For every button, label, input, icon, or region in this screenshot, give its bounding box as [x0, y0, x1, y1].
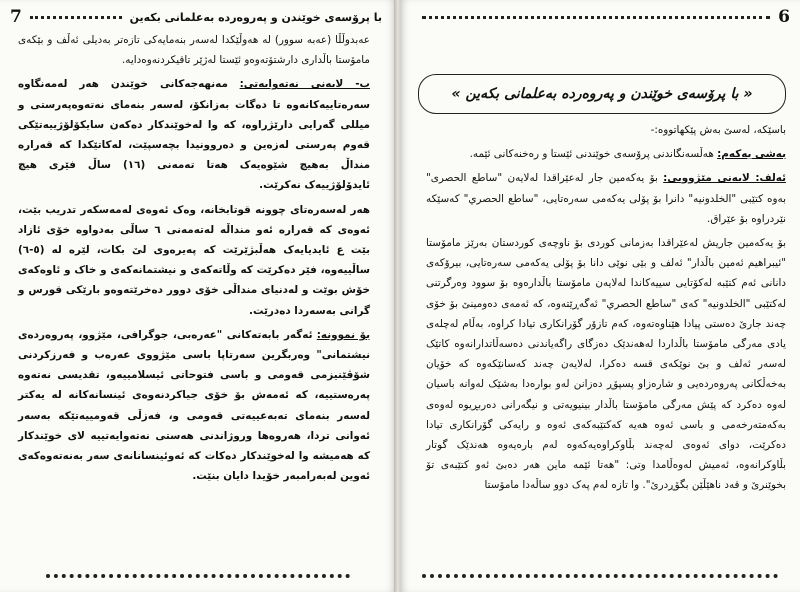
- paragraph: [426, 233, 786, 496]
- paragraph-text: بۆ یەکەمین جار لەعێراقدا لەلایەن "ساطع الحصری" بەوە کتێبی "الخلدونیە" دانرا بۆ پۆلی یەکەمی سەرەتایی، "ساطع الحصري" کەسێکە نێردراوە بۆ عێراق.: [426, 172, 786, 225]
- page-number: 6: [778, 7, 790, 27]
- paragraph: [426, 144, 786, 164]
- paragraph-text: مەنهەجەکانی خوێندن هەر لەمەنگاوە سەرەتاییەکانەوە تا دەگات بەزانکۆ، لەسەر بنەمای نەتەوەپەرستی و میللی گەرایی دارێژراوە، کە وا لەخوێندکار دەکەن سایکۆلۆژییەتێکی قەوم پەرستی لەزەین و دەروونیدا بچەسپێت، لەکاتێکدا کە قەرارە منداڵ بەهیچ شێوەیەک هەتا تەمەنی (١٦) ساڵ فێری هیچ ئایدۆلۆژییەک نەکرێت.: [18, 78, 371, 192]
- paragraph: [18, 30, 370, 70]
- paragraph-label: بەشی یەکەم:: [717, 148, 786, 161]
- running-title: با پرۆسەی خوێندن و پەروەردە بەعلمانی بکەین: [129, 10, 382, 24]
- right-page-header: [414, 6, 790, 28]
- right-page: [400, 0, 800, 592]
- page-number: 7: [10, 7, 22, 27]
- paragraph-text: ئەگەر بابەتەکانی "عەرەبی، جوگرافی، مێژوو، پەروەردەی نیشتمانی" وەربگرین سەرتاپا باسی مێژووی عەرەب و فەرزکردنی شۆڤێنیزمی قەومی و باسی فتوحاتی ئیسلامییەو، تقدیسی نەتەوە پەرەستییە، کە ئەمەش بۆ خۆی جیاکردنەوەی ئینسانەکانە لە یەکتر لەسەر بنەمای تەبەعییەتی قەومی و، فەزڵی قەومییەتێکە بەسەر ئەوانی تردا، هەروەها وروژاندنی هەستی نەتەوایەتییە لای خوێندکار کە هەمیشە وا لەخوێندکار دەکات کە ئەوئینسانانەی سەر بەنەتەوەکەی ئەوین لەبەرامبەر خۆیدا دایان بنێت.: [18, 328, 370, 483]
- paragraph-label: ئەلف: لایەنی مێژوویی:: [663, 172, 786, 185]
- paragraph-label: بۆ نموونە:: [316, 328, 370, 341]
- header-dotted-rule: [30, 16, 122, 19]
- paragraph-text: عەبدوڵڵا (عەبە سوور) لە هەوڵێکدا لەسەر بنەمایەکی تازەتر بەدیلی ئەڵف و بێکەی مامۆستا باڵداری دارشتۆتەوەو ئێستا لەژێر تاقیکردنەوەدایە.: [18, 34, 370, 67]
- paragraph: [18, 74, 370, 195]
- paragraph: [426, 168, 786, 229]
- left-page-body: [18, 30, 370, 490]
- paragraph-label: ب- لایەنی نەتەوایەتی:: [239, 78, 370, 91]
- header-dotted-rule: [422, 16, 770, 19]
- left-page: [0, 0, 396, 592]
- chapter-title-box: [418, 74, 786, 114]
- paragraph-text: هەڵسەنگاندنی پرۆسەی خوێندنی ئێستا و رەخنەکانی ئێمە.: [469, 148, 714, 161]
- right-page-body: [426, 120, 786, 500]
- paragraph: [18, 200, 370, 321]
- paragraph: [18, 325, 370, 487]
- footer-dotted-rule: [422, 574, 778, 578]
- paragraph-text: هەر لەسەرەتای چوونە قوتابخانە، وەک ئەوەی لەمەسکەر تدریب بێت، ئەوەی کە قەرارە ئەو منداڵە لەتەمەنی ٦ ساڵی بەدواوە خۆی ئازاد بێت ع ئایدیایەک هەڵبژێرێت کە پەیرەوی لێ بکات، لێرە لە (٥-٦) ساڵییەوە، فێر دەکرێت کە وڵاتەکەی و نیشتمانەکەی و خاک و ئاوەکەی خۆش بوێت و لەدنیای منداڵی خۆی دوور دەخرێتەوەو بارێکی قورس و گرانی بەسەردا دەدرێت.: [18, 203, 370, 317]
- paragraph-text: باسێکە، لەسێ بەش پێکهاتووە:-: [650, 124, 786, 136]
- paragraph: [426, 120, 786, 140]
- footer-dotted-rule: [46, 574, 350, 578]
- chapter-title: « با پرۆسەی خوێندن و پەروەردە بەعلمانی بکەین »: [451, 86, 753, 102]
- paragraph-text: بۆ یەکەمین جاریش لەعێراقدا بەزمانی کوردی بۆ ناوچەی کوردستان بەرێز مامۆستا "ئیبراهیم ئەمین باڵدار" ئەلف و بێی نوێی دانا بۆ پۆلی یەکەمی سەرەتایی، بیرۆکەی دانانی ئەم کتێبە لەکۆتایی سییەکاندا لەلایەن مامۆستا باڵدارەوە بۆ سوود وەرگرتنی لەکتێبی "الخلدونیە" کەی "ساطع الحصري" ئەگەڕێتەوە، کە ئەمەی دەومینێ بۆ خۆی چەند جارێ دەستی پیادا هێناوەتەوە، کەم تازۆر گۆرانکاری تیادا کراوە، بەڵام لەچلەی یادی مەرگی مامۆستا باڵداردا لەهەندێک دەزگای راگەیاندنی دەسەڵاتدارانەوە کاتێک لەسەر ئەلف و بێ نوێکەی قسە دەکرا، لەلایەن چەند کەسانێکەوە کە خۆیان بەخەڵکانی پەروەردەیی و شارەزاو پسپۆڕ دەزانن لەو بوارەدا بەشێک لەوانە باسیان لەوە دەکرد کە پێش مەرگی مامۆستا باڵدار بینیویەتی و نیگەرانی دەربڕیوە لەوەی بەکەمتەرخەمی و باسی ئەوە هەیە کەکتێبەکەی ئەوە و رایەکی گۆرانکاری تیادا دەکرێت، دوای ئەوەی لەچەند بڵاوکراوەیەکەوە لەم بارەیەوە هەندێک گوتار بڵاوکرانەوە، ئەمیش لەوەڵامدا وتی: "هەتا ئێمە ماین هەر دەبێ ئەو کتێبەی تۆ بخوێنرێ و قەد ناهێڵێن بگۆڕدرێ". وا تازە لەم پەک دوو ساڵەدا مامۆستا: [426, 237, 786, 492]
- left-page-header: [10, 6, 382, 28]
